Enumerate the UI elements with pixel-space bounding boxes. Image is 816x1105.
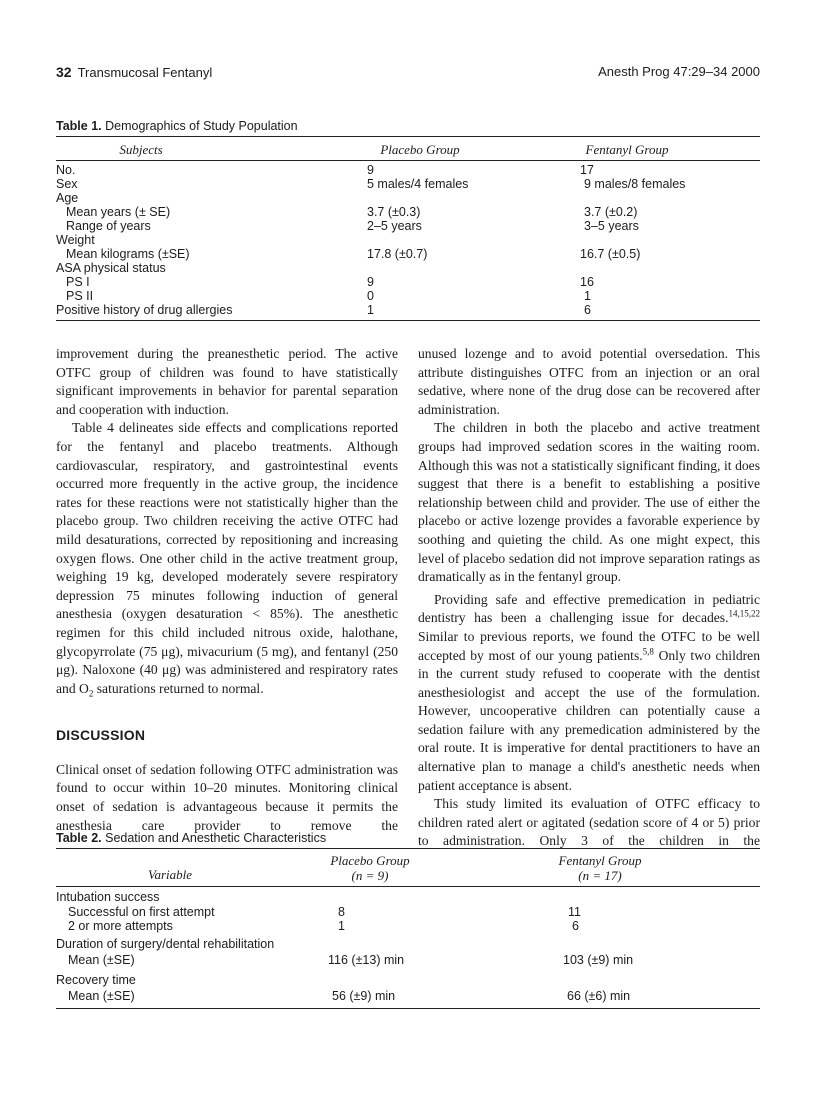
body-text: Providing safe and effective premedication in pediatric dentistry has been a challenging issue for decades. [418,591,760,626]
table2-row-label: Mean (±SE) [68,953,135,967]
table1-row-placebo: 1 [367,303,374,317]
table1-row-placebo: 9 [367,275,374,289]
table2-title: Sedation and Anesthetic Characteristics [105,831,327,845]
body-paragraph: unused lozenge and to avoid potential oversedation. This attribute distinguishes OTFC from an injection or an oral sedative, where none of the drug dose can be recovered after administration. [418,346,760,417]
table2-row-fentanyl: 11 [568,905,581,919]
table1-row-fentanyl: 16 [580,275,594,289]
table1-top-rule [56,136,760,137]
table1-row-fentanyl: 17 [580,163,594,177]
table2-bottom-rule [56,1008,760,1009]
table1-header-rule [56,160,760,161]
table2-header-fentanyl-n: (n = 17) [578,868,622,883]
table1-row-label: PS I [66,275,90,289]
table1-label: Table 1. [56,119,102,133]
body-text: Similar to previous reports, we found the OTFC to be well accepted by most of our young patients. [418,628,760,663]
table2-row-placebo: 56 (±9) min [332,989,396,1003]
table2-header-placebo-n: (n = 9) [351,868,389,883]
table2-row-placebo: 116 (±13) min [328,953,405,967]
table1-row-label: Age [56,191,79,205]
table1-row-label: Mean years (± SE) [66,205,171,219]
reference-superscript: 14,15,22 [728,608,760,619]
table2-header-placebo: Placebo Group [330,853,410,868]
table2-row-label: Mean (±SE) [68,989,135,1003]
table1-header-subjects: Subjects [119,142,163,157]
table1-row-label: Sex [56,177,78,191]
table2-header-fentanyl: Fentanyl Group [558,853,642,868]
table2-header-rule [56,886,760,887]
table2-row-placebo: 1 [338,919,345,933]
body-text: saturations returned to normal. [93,680,264,696]
table2-row-label: 2 or more attempts [68,919,173,933]
table1-title: Demographics of Study Population [105,119,298,133]
table1-row-fentanyl: 6 [584,303,591,317]
table2-row-fentanyl: 6 [572,919,579,933]
body-text: Only two children in the current study refused to cooperate with the dentist anesthesiologist and accept the use of the formulation. However, uncooperative children can potentially cause a sedation failure with any premedication administered by the oral route. It is imperative for dental practitioners to have an alternative plan to manage a child's anesthetic needs when patient acceptance is absent. [418,647,761,793]
table1-row-label: No. [56,163,76,177]
table1-row-fentanyl: 3.7 (±0.2) [584,205,638,219]
table2-row-label: Intubation success [56,890,160,904]
body-paragraph [56,419,398,698]
subscript: 2 [88,688,94,699]
table2-row-label: Duration of surgery/dental rehabilitation [56,937,275,951]
table1-row-label: ASA physical status [56,261,166,275]
table1-bottom-rule [56,320,760,321]
table1-row-label: Positive history of drug allergies [56,303,233,317]
table1-row-placebo: 3.7 (±0.3) [367,205,421,219]
table2-row-fentanyl: 103 (±9) min [563,953,634,967]
running-title: Transmucosal Fentanyl [77,65,213,80]
body-paragraph: This study limited its evaluation of OTFC efficacy to children rated alert or agitated (sedation score of 4 or 5) prior to administration. Only 3 of the children in the [418,796,760,849]
table1-row-placebo: 5 males/4 females [367,177,469,191]
left-column [56,345,398,835]
body-paragraph [418,591,760,796]
table1-row-label: PS II [66,289,94,303]
table1-row-fentanyl: 16.7 (±0.5) [580,247,641,261]
table1-row-fentanyl: 1 [584,289,591,303]
table2-row-placebo: 8 [338,905,345,919]
table2-row-label: Successful on first attempt [68,905,215,919]
table1-header-placebo: Placebo Group [380,142,460,157]
table1-row-placebo: 0 [367,289,374,303]
table1-caption [56,119,298,133]
table2-row-fentanyl: 66 (±6) min [567,989,631,1003]
table1-row-fentanyl: 3–5 years [584,219,639,233]
body-text: Table 4 delineates side effects and complications reported for the fentanyl and placebo treatments. Although cardiovascular, respiratory, and gastrointestinal events occurred more frequently in the active group, the incidence rates for these reactions were not statistically higher than the placebo group. Two children receiving the active OTFC had mild desaturations, corrected by repositioning and increasing oxygen flows. One other child in the active treatment group, weighing 19 kg, developed moderately severe respiratory depression 75 minutes following induction of general anesthesia (oxygen desaturation < 85%). The anesthetic regimen for this child included nitrous oxide, halothane, glycopyrrolate (75 μg), mivacurium (5 mg), and fentanyl (250 μg). Naloxone (40 μg) was administered and respiratory rates and O [56,420,398,696]
table2-top-rule [56,848,760,849]
reference-superscript: 5,8 [642,645,654,656]
body-paragraph: The children in both the placebo and active treatment groups had improved sedation scores in the waiting room. Although this was not a statistically significant finding, it does suggest that there is a benefit to establishing a positive relationship between child and provider. The use of either the placebo or active lozenge provides a favorable experience by soothing and quieting the child. As one might expect, this level of placebo sedation did not improve separation ratings as dramatically as in the fentanyl group. [418,420,760,585]
table1-row-label: Range of years [66,219,151,233]
table1-row-fentanyl: 9 males/8 females [584,177,686,191]
table2-caption [56,831,326,845]
right-column [418,345,760,851]
table1-row-placebo: 9 [367,163,374,177]
body-paragraph: Clinical onset of sedation following OTFC administration was found to occur within 10–20 minutes. Monitoring clinical onset of sedation is advantageous because it permits the anesthesia care provider to remove the [56,761,398,833]
running-header-left [56,64,212,80]
table2-header-variable: Variable [147,867,193,882]
table1-row-label: Mean kilograms (±SE) [66,247,190,261]
body-paragraph: improvement during the preanesthetic period. The active OTFC group of children was found to have statistically significant improvements in behavior for parental separation and cooperation with induction. [56,346,398,417]
table1-row-placebo: 17.8 (±0.7) [367,247,428,261]
section-heading-discussion: DISCUSSION [56,727,146,744]
page-number: 32 [56,64,72,80]
table1-row-label: Weight [56,233,95,247]
journal-citation: Anesth Prog 47:29–34 2000 [598,64,760,79]
table1-header-fentanyl: Fentanyl Group [585,142,669,157]
table2-row-label: Recovery time [56,973,136,987]
table2-label: Table 2. [56,831,102,845]
table1-row-placebo: 2–5 years [367,219,422,233]
